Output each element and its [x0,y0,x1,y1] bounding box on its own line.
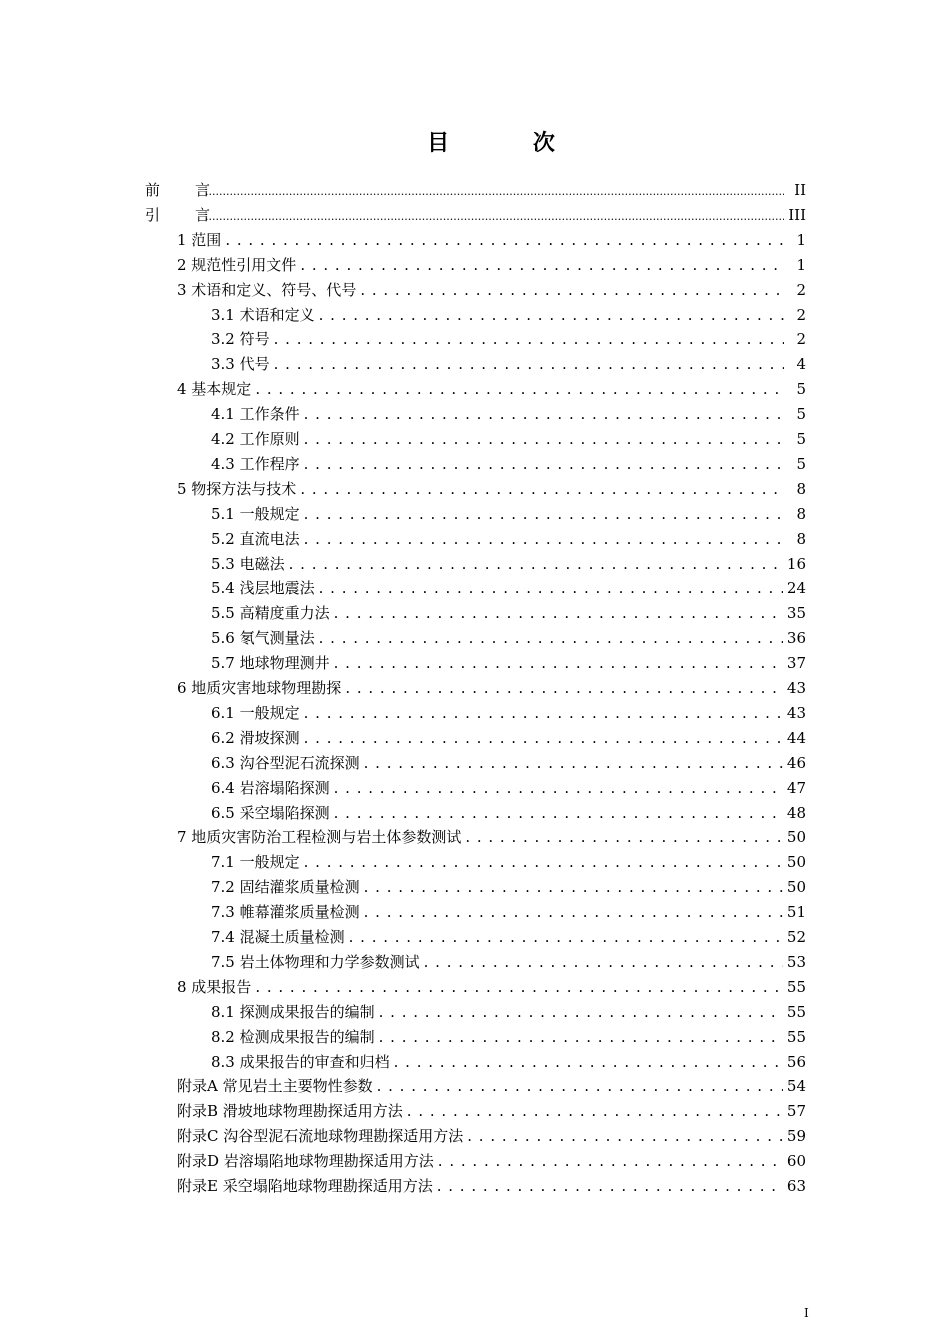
toc-leader-dots [304,529,784,549]
toc-entry-label: 5.1 一般规定 [211,504,300,523]
toc-entry-label: 6.5 采空塌陷探测 [211,803,330,822]
toc-page-number: 5 [796,430,806,448]
toc-entry[interactable] [177,1074,806,1096]
toc-leader-dots [274,329,784,349]
toc-leader-dots [334,803,783,823]
toc-entry[interactable] [177,253,806,275]
toc-entry-label: 3.2 符号 [211,330,270,349]
toc-page-number: 44 [786,728,806,747]
toc-leader-dots [394,1052,783,1072]
toc-entry-label: 4.1 工作条件 [211,405,300,424]
toc-page-number: 46 [786,753,806,772]
toc-entry[interactable] [211,701,806,723]
toc-entry-label: 7.2 固结灌浆质量检测 [211,878,360,897]
toc-page-number: 55 [786,1002,806,1021]
toc-page-number: 50 [786,878,806,897]
toc-entry[interactable] [211,626,806,648]
toc-entry-label: 5 物探方法与技术 [177,479,297,498]
toc-page-number: 54 [786,1077,806,1096]
toc-page-number: 51 [786,903,806,922]
toc-entry-label: 5.5 高精度重力法 [211,604,330,623]
toc-leader-dots [205,180,784,200]
toc-leader-dots [345,678,783,698]
toc-leader-dots [319,578,783,598]
toc-entry-label: 附录A 常见岩土主要物性参数 [177,1077,373,1096]
toc-leader-dots [289,554,783,574]
toc-page-number: 35 [786,604,806,623]
toc-page-number: 1 [796,230,806,249]
toc-entry[interactable] [211,327,806,349]
toc-entry[interactable] [211,427,806,449]
toc-page-number: 50 [786,853,806,872]
toc-leader-dots [364,753,783,773]
page-number: I [804,1306,809,1320]
toc-leader-dots [349,927,783,947]
toc-leader-dots [319,305,784,325]
toc-entry[interactable] [211,502,806,524]
toc-page-number: 5 [796,405,806,424]
toc-entry[interactable] [177,278,806,300]
toc-entry[interactable] [177,676,806,698]
toc-front-row[interactable] [145,178,806,200]
toc-leader-dots [334,603,783,623]
toc-entry[interactable] [211,552,806,574]
toc-page-number: 16 [786,554,806,573]
toc-leader-dots [300,255,784,275]
toc-page-number: 5 [796,380,806,399]
toc-leader-dots [379,1002,783,1022]
toc-entry[interactable] [211,950,806,972]
toc-leader-dots [465,827,783,847]
toc-entry-label: 5.2 直流电法 [211,529,300,548]
toc-leader-dots [274,354,784,374]
toc-leader-dots [304,404,784,424]
toc-leader-dots [304,852,783,872]
toc-entry[interactable] [211,1000,806,1022]
toc-entry-label: 5.7 地球物理测井 [211,654,330,673]
toc-entry-label: 附录C 沟谷型泥石流地球物理勘探适用方法 [177,1127,464,1146]
toc-leader-dots [437,1176,783,1196]
toc-entry[interactable] [211,801,806,823]
toc-page-number: 8 [796,504,806,523]
toc-page-number: 37 [786,654,806,673]
toc-leader-dots [304,728,783,748]
toc-entry-label: 7.3 帷幕灌浆质量检测 [211,903,360,922]
toc-entry-label: 7.5 岩土体物理和力学参数测试 [211,952,420,971]
toc-entry[interactable] [211,1050,806,1072]
toc-page-number: 43 [786,679,806,697]
toc-page-number: 60 [786,1152,806,1171]
toc-page-number: 8 [796,479,806,498]
toc-entry[interactable] [211,875,806,897]
toc-entry[interactable] [211,925,806,947]
toc-entry-label: 3 术语和定义、符号、代号 [177,280,357,299]
toc-entry-label: 附录E 采空塌陷地球物理勘探适用方法 [177,1177,433,1195]
toc-page-number: 2 [796,280,806,299]
toc-entry-label: 4 基本规定 [177,380,252,399]
toc-page-number: 24 [786,579,806,598]
toc-entry[interactable] [211,776,806,798]
toc-page-number: 5 [796,454,806,473]
toc-title: 目 次 [427,130,593,156]
toc-entry-label: 8.2 检测成果报告的编制 [211,1027,375,1046]
toc-page-number: 57 [786,1102,806,1121]
toc-entry-label: 4.3 工作程序 [211,454,300,473]
toc-leader-dots [360,280,784,300]
toc-page-number: 4 [796,355,806,374]
toc-leader-dots [255,977,783,997]
toc-page-number: 2 [796,305,806,324]
toc-leader-dots [334,778,783,798]
toc-entry-label: 8.1 探测成果报告的编制 [211,1002,375,1021]
toc-page-number: 56 [786,1052,806,1071]
toc-entry[interactable] [177,1099,806,1121]
toc-page-number: 43 [786,703,806,722]
toc-leader-dots [304,703,783,723]
toc-leader-dots [300,479,784,499]
toc-entry-label: 6.4 岩溶塌陷探测 [211,778,330,797]
toc-entry-label: 附录B 滑坡地球物理勘探适用方法 [177,1102,403,1121]
toc-entry-label: 7.1 一般规定 [211,853,300,872]
toc-page-number: III [788,205,806,224]
toc-entry[interactable] [211,900,806,922]
toc-entry[interactable] [211,751,806,773]
toc-leader-dots [407,1101,783,1121]
toc-leader-dots [424,952,783,972]
toc-entry[interactable] [211,1025,806,1047]
toc-leader-dots [319,628,783,648]
toc-entry-label: 3.3 代号 [211,355,270,374]
toc-entry[interactable] [211,402,806,424]
toc-page-number: 55 [786,1027,806,1046]
toc-entry[interactable] [177,825,806,847]
toc-entry[interactable] [211,352,806,374]
toc-leader-dots [304,504,784,524]
toc-entry-label: 附录D 岩溶塌陷地球物理勘探适用方法 [177,1152,434,1171]
toc-leader-dots [438,1151,783,1171]
toc-leader-dots [225,230,784,250]
toc-entry-label: 6.2 滑坡探测 [211,728,300,747]
toc-entry-label: 5.4 浅层地震法 [211,579,315,598]
toc-leader-dots [377,1076,783,1096]
toc-entry-label: 6 地质灾害地球物理勘探 [177,679,342,697]
toc-entry[interactable] [177,477,806,499]
toc-page-number: 53 [786,952,806,971]
toc-entry-label: 4.2 工作原则 [211,430,300,448]
toc-entry[interactable] [211,651,806,673]
toc-entry[interactable] [211,303,806,325]
toc-page-number: 63 [786,1177,806,1195]
toc-entry-label: 5.3 电磁法 [211,554,285,573]
toc-page-number: 52 [786,928,806,946]
toc-page-number: 36 [786,629,806,648]
toc-entry[interactable] [177,377,806,399]
toc-entry[interactable] [211,601,806,623]
toc-entry-label: 8.3 成果报告的审查和归档 [211,1052,390,1071]
toc-entry-label: 8 成果报告 [177,977,252,996]
toc-entry-label: 2 规范性引用文件 [177,255,297,274]
toc-front-row[interactable] [145,203,806,225]
toc-page-number: 48 [786,803,806,822]
toc-entry-label: 6.1 一般规定 [211,703,300,722]
toc-leader-dots [255,379,784,399]
toc-page-number: 55 [786,977,806,996]
toc-front-label: 引 言 [145,205,211,224]
toc-leader-dots [467,1126,783,1146]
toc-page-number: 2 [796,330,806,349]
toc-leader-dots [379,1027,783,1047]
toc-entry-label: 5.6 氡气测量法 [211,629,315,648]
toc-entry[interactable] [211,452,806,474]
toc-leader-dots [364,902,783,922]
toc-page-number: 59 [786,1127,806,1146]
toc-page-number: 1 [796,255,806,274]
toc-leader-dots [364,877,783,897]
toc-leader-dots [304,429,784,449]
toc-entry[interactable] [211,726,806,748]
toc-page-number: 50 [786,828,806,847]
toc-entry-label: 7.4 混凝土质量检测 [211,928,345,946]
toc-leader-dots [304,454,784,474]
toc-leader-dots [334,653,783,673]
toc-entry-label: 1 范围 [177,230,222,249]
toc-page-number: 47 [786,778,806,797]
toc-entry[interactable] [177,975,806,997]
toc-entry[interactable] [177,1174,806,1196]
toc-entry[interactable] [177,1124,806,1146]
toc-entry-label: 6.3 沟谷型泥石流探测 [211,753,360,772]
toc-entry[interactable] [211,527,806,549]
toc-entry[interactable] [177,228,806,250]
toc-entry-label: 3.1 术语和定义 [211,305,315,324]
toc-page-number: II [794,181,806,199]
toc-page-number: 8 [796,529,806,548]
toc-entry[interactable] [211,576,806,598]
toc-entry-label: 7 地质灾害防治工程检测与岩土体参数测试 [177,828,462,847]
toc-leader-dots [205,205,784,225]
toc-entry[interactable] [177,1149,806,1171]
toc-front-label: 前 言 [145,181,211,199]
toc-entry[interactable] [211,850,806,872]
